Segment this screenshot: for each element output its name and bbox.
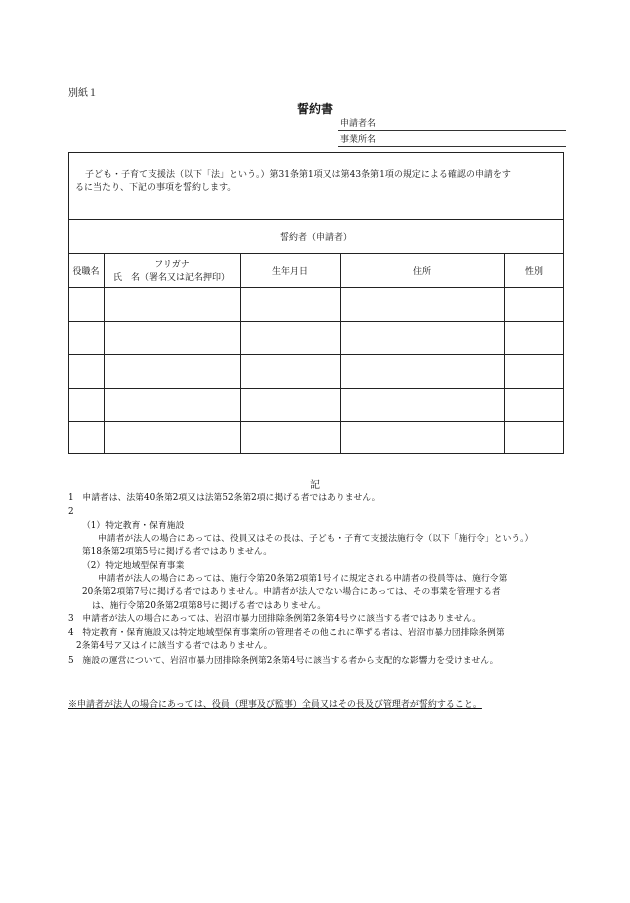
column-divider [340,253,341,454]
column-header-address: 住所 [412,267,431,277]
facility-name-field[interactable] [338,134,566,147]
note-text: 申請者が法人の場合にあっては、施行令第20条第2項第1号イに規定される申請者の役員等は、施行令第 [98,574,508,584]
pledger-section-title: 誓約者（申請者） [279,233,352,243]
divider [69,287,563,288]
note-item-4: 4 特定教育・保育施設又は特定地域型保育事業所の管理者その他これに準ずる者は、岩沼市暴力団排除条例第 [68,628,505,638]
column-header-gender: 性別 [524,267,543,277]
table-row [69,354,563,355]
footnote: ※申請者が法人の場合にあっては、役員（理事及び監事）全員又はその長及び管理者が誓約すること。 [68,700,482,710]
note-text: 第18条第2項第5号に掲げる者ではありません。 [82,547,273,557]
table-row [69,321,563,322]
pledge-table [68,152,564,454]
column-divider [240,253,241,454]
note-subheading-2: （2）特定地域型保育事業 [82,561,185,571]
column-header-name: 氏 名（署名又は記名押印） [113,273,231,283]
column-divider [104,253,105,454]
pledge-intro-line-1: 子ども・子育て支援法（以下「法」という。）第31条第1項又は第43条第1項の規定による確認の申請をす [85,170,511,180]
attachment-label: 別紙１ [68,88,98,99]
column-divider [504,253,505,454]
table-row [69,388,563,389]
pledge-intro [75,169,557,195]
divider [69,219,563,220]
note-text: 2条第4号ア又はイに該当する者ではありません。 [76,641,273,651]
note-item-2: 2 [68,507,74,517]
column-header-furigana: フリガナ [154,260,190,270]
pledge-intro-line-2: るに当たり、下記の事項を誓約します。 [75,183,237,193]
facility-name-label: 事業所名 [340,135,377,145]
document-title: 誓約書 [296,102,333,116]
applicant-name-label: 申請者名 [340,119,377,129]
note-subheading-1: （1）特定教育・保育施設 [82,521,185,531]
note-item-5: 5 施設の運営について、岩沼市暴力団排除条例第2条第4号に該当する者から支配的な影響力を受けません。 [68,656,499,666]
table-row [69,421,563,422]
notes-heading: 記 [310,480,320,491]
divider [69,253,563,254]
column-header-birthdate: 生年月日 [271,267,308,277]
note-item-3: 3 申請者が法人の場合にあっては、岩沼市暴力団排除条例第2条第4号ウに該当する者ではありません。 [68,614,482,624]
column-header-role: 役職名 [72,267,100,277]
note-item-1: 1 申請者は、法第40条第2項又は法第52条第2項に掲げる者ではありません。 [68,493,381,503]
note-text: 20条第2項第7号に掲げる者ではありません。申請者が法人でない場合にあっては、その事業を管理する者 [82,587,501,597]
note-text: 申請者が法人の場合にあっては、役員又はその長は、子ども・子育て支援法施行令（以下「施行令」という。） [98,534,534,544]
applicant-name-field[interactable] [338,118,566,131]
note-text: は、施行令第20条第2項第8号に掲げる者ではありません。 [92,601,327,611]
